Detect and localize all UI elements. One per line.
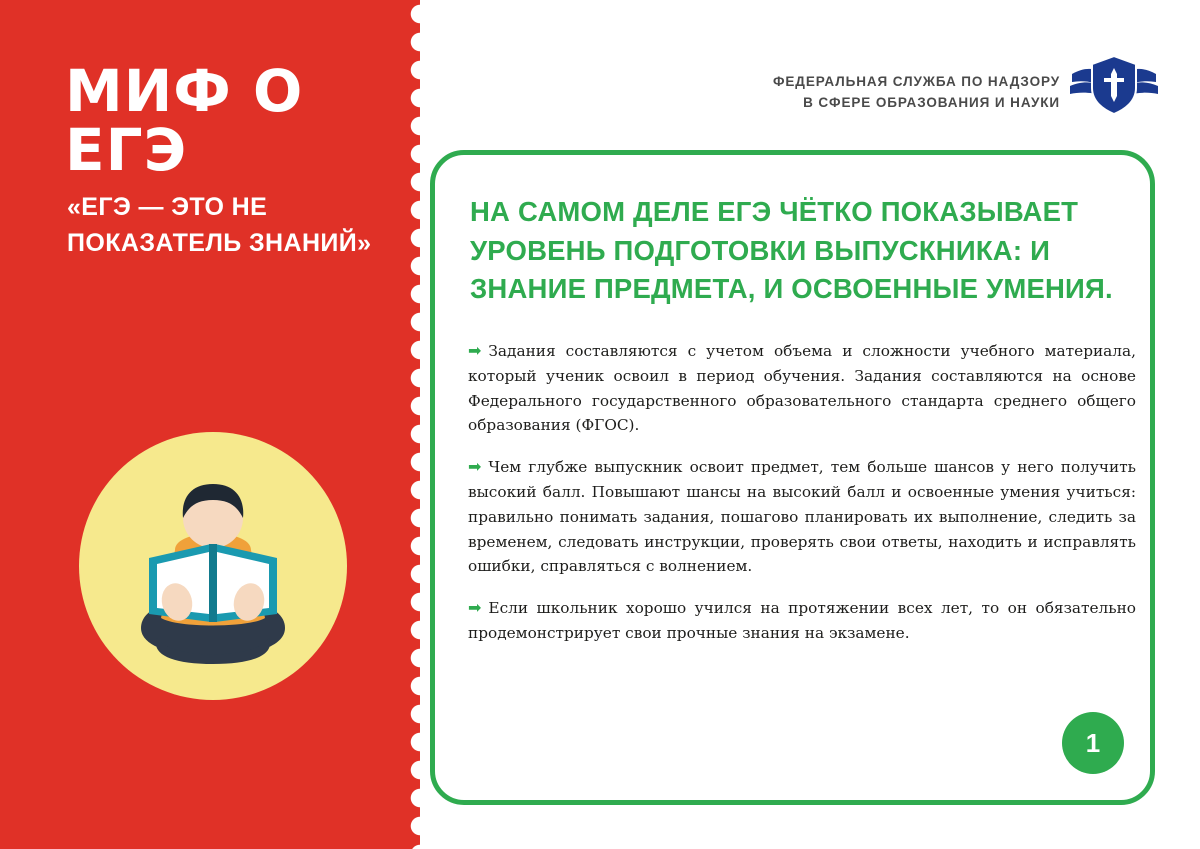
agency-name-line1: ФЕДЕРАЛЬНАЯ СЛУЖБА ПО НАДЗОРУ: [772, 74, 1060, 89]
body-paragraph: [468, 338, 1136, 438]
arrow-bullet-icon: ➡: [468, 598, 482, 618]
body-paragraph: [468, 595, 1136, 646]
body-text-block: [468, 338, 1136, 646]
agency-name-line2: В СФЕРЕ ОБРАЗОВАНИЯ И НАУКИ: [803, 94, 1060, 110]
myth-subtitle: «ЕГЭ — ЭТО НЕ ПОКАЗАТЕЛЬ ЗНАНИЙ»: [67, 193, 372, 257]
student-reading-icon: [79, 432, 347, 700]
body-paragraph-text: Задания составляются с учетом объема и сложности учебного материала, который ученик освоил в период обучения. Задания составляются на основе Федерального государственного образовательного стандарта среднего общего образования (ФГОС).: [468, 342, 1136, 435]
arrow-bullet-icon: ➡: [468, 341, 482, 360]
rosobrnadzor-emblem-icon: [1066, 48, 1162, 120]
reading-student-illustration: [79, 432, 347, 700]
body-paragraph-text: Если школьник хорошо учился на протяжении всех лет, то он обязательно продемонстрирует свои прочные знания на экзамене.: [468, 599, 1136, 643]
agency-name: [690, 72, 1060, 114]
arrow-bullet-icon: ➡: [468, 457, 482, 477]
headline-text: НА САМОМ ДЕЛЕ ЕГЭ ЧЁТКО ПОКАЗЫВАЕТ УРОВЕНЬ ПОДГОТОВКИ ВЫПУСКНИКА: И ЗНАНИЕ ПРЕДМЕТА, И ОСВОЕННЫЕ УМЕНИЯ.: [470, 196, 1113, 304]
body-paragraph-text: Чем глубже выпускник освоит предмет, тем больше шансов у него получить высокий балл. Повышают шансы на высокий балл и освоенные умения учиться: правильно понимать задания, пошагово планировать их выполнение, следить за временем, следовать инструкции, проверять свои ответы, находить и исправлять ошибки, справляться с волнением.: [468, 458, 1136, 576]
page-title: МИФ О ЕГЭ: [65, 57, 304, 185]
body-paragraph: [468, 454, 1136, 579]
page-number-badge: 1: [1062, 712, 1124, 774]
